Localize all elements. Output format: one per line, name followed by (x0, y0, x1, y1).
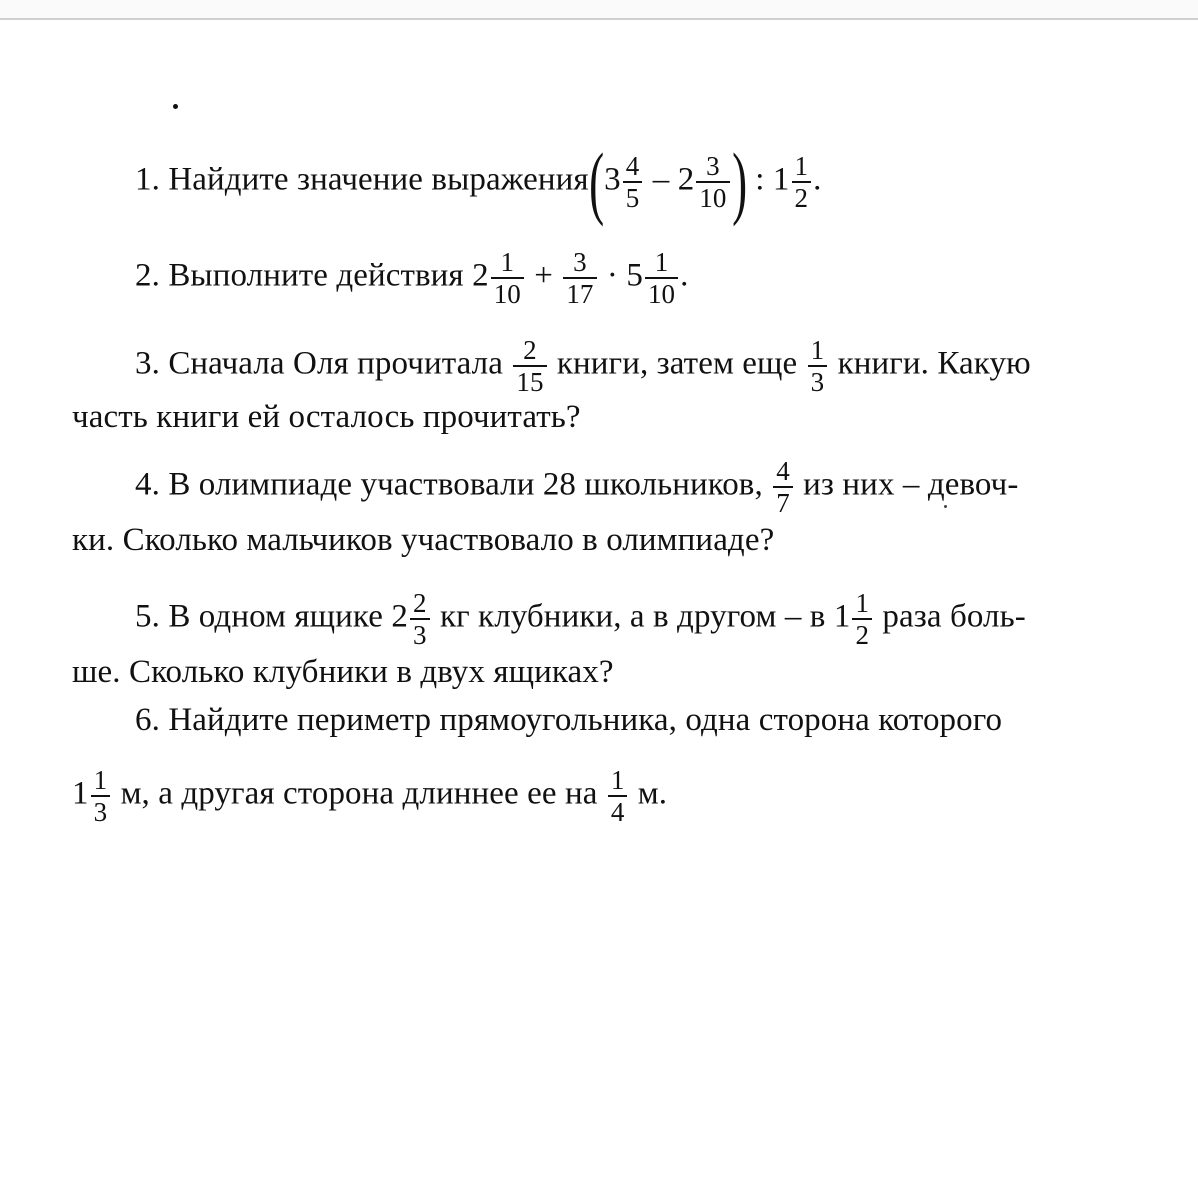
problem-5 (135, 588, 1026, 650)
problem-text: кг клубники, а в другом – в (439, 598, 826, 635)
problem-1: 1. Найдите значение выражения(3 $\frac{4}{5}$ – 2 $\frac{3}{10}$ ) : 1 $\frac{1}{2}$ . (135, 136, 822, 227)
scan-dot (173, 104, 178, 109)
problem-number: 3. (135, 345, 160, 382)
fraction: $\frac{2}{15}$ (513, 335, 546, 397)
problem-text: книги. Какую (837, 345, 1031, 382)
fraction: $\frac{1}{2}$ (792, 151, 812, 213)
whole-part: 2 (391, 598, 408, 635)
problem-3-continuation: часть книги ей осталось прочитать? (72, 399, 581, 435)
fraction: $\frac{1}{3}$ (91, 765, 111, 827)
operator: – (652, 161, 670, 198)
whole-part: 2 (472, 257, 489, 294)
problem-6 (135, 700, 1002, 740)
fraction: $\frac{2}{3}$ (410, 588, 430, 650)
operator: : (755, 161, 765, 198)
problem-3 (135, 335, 1031, 397)
problem-text: из них – девоч- (803, 466, 1019, 503)
fraction: $\frac{4}{5}$ (623, 151, 643, 213)
problem-4 (135, 456, 1018, 518)
problem-text: книги, затем еще (556, 345, 798, 382)
fraction: $\frac{4}{7}$ (773, 456, 793, 518)
problem-text: раза боль- (882, 598, 1026, 635)
problem-text: Выполните действия (168, 257, 464, 294)
problem-number: 4. (135, 466, 160, 503)
whole-part: 3 (604, 161, 621, 198)
operator: · (606, 257, 618, 294)
whole-part: 1 (772, 161, 790, 198)
problem-text: Найдите периметр прямоугольника, одна сторона которого (168, 702, 1003, 738)
whole-part: 5 (626, 257, 643, 294)
problem-2: 2. Выполните действия 2 $\frac{1}{10}$ + $\frac{3}{17}$ · 5 $\frac{1}{10}$ . (135, 247, 689, 309)
problem-number: 1. (135, 161, 160, 198)
whole-part: 2 (677, 161, 695, 198)
problem-6-continuation (72, 765, 667, 827)
whole-part: 1 (833, 598, 851, 635)
problem-number: 2. (135, 257, 160, 294)
fraction: $\frac{1}{10}$ (491, 247, 524, 309)
whole-part: 1 (72, 775, 89, 812)
problem-5-continuation: ше. Сколько клубники в двух ящиках? (72, 654, 614, 690)
top-border (0, 0, 1198, 20)
fraction: $\frac{3}{17}$ (563, 247, 596, 309)
problem-text: В одном ящике (168, 598, 383, 635)
fraction: $\frac{3}{10}$ (696, 151, 729, 213)
problem-4-continuation: ки. Сколько мальчиков участвовало в олимпиаде? (72, 522, 775, 558)
operator: + (534, 257, 553, 294)
fraction: $\frac{1}{4}$ (608, 765, 628, 827)
problem-text: м, а другая сторона длиннее ее на (120, 775, 598, 812)
problem-text: В олимпиаде участвовали 28 школьников, (168, 466, 763, 503)
fraction: $\frac{1}{10}$ (645, 247, 678, 309)
open-paren: ( (588, 136, 604, 227)
problem-number: 6. (135, 702, 160, 738)
problem-text: Сначала Оля прочитала (168, 345, 503, 382)
problem-text: м. (637, 775, 668, 812)
close-paren: ) (731, 136, 747, 227)
fraction: $\frac{1}{3}$ (808, 335, 828, 397)
problem-number: 5. (135, 598, 160, 635)
problem-text: Найдите значение выражения (168, 161, 589, 198)
fraction: $\frac{1}{2}$ (852, 588, 872, 650)
